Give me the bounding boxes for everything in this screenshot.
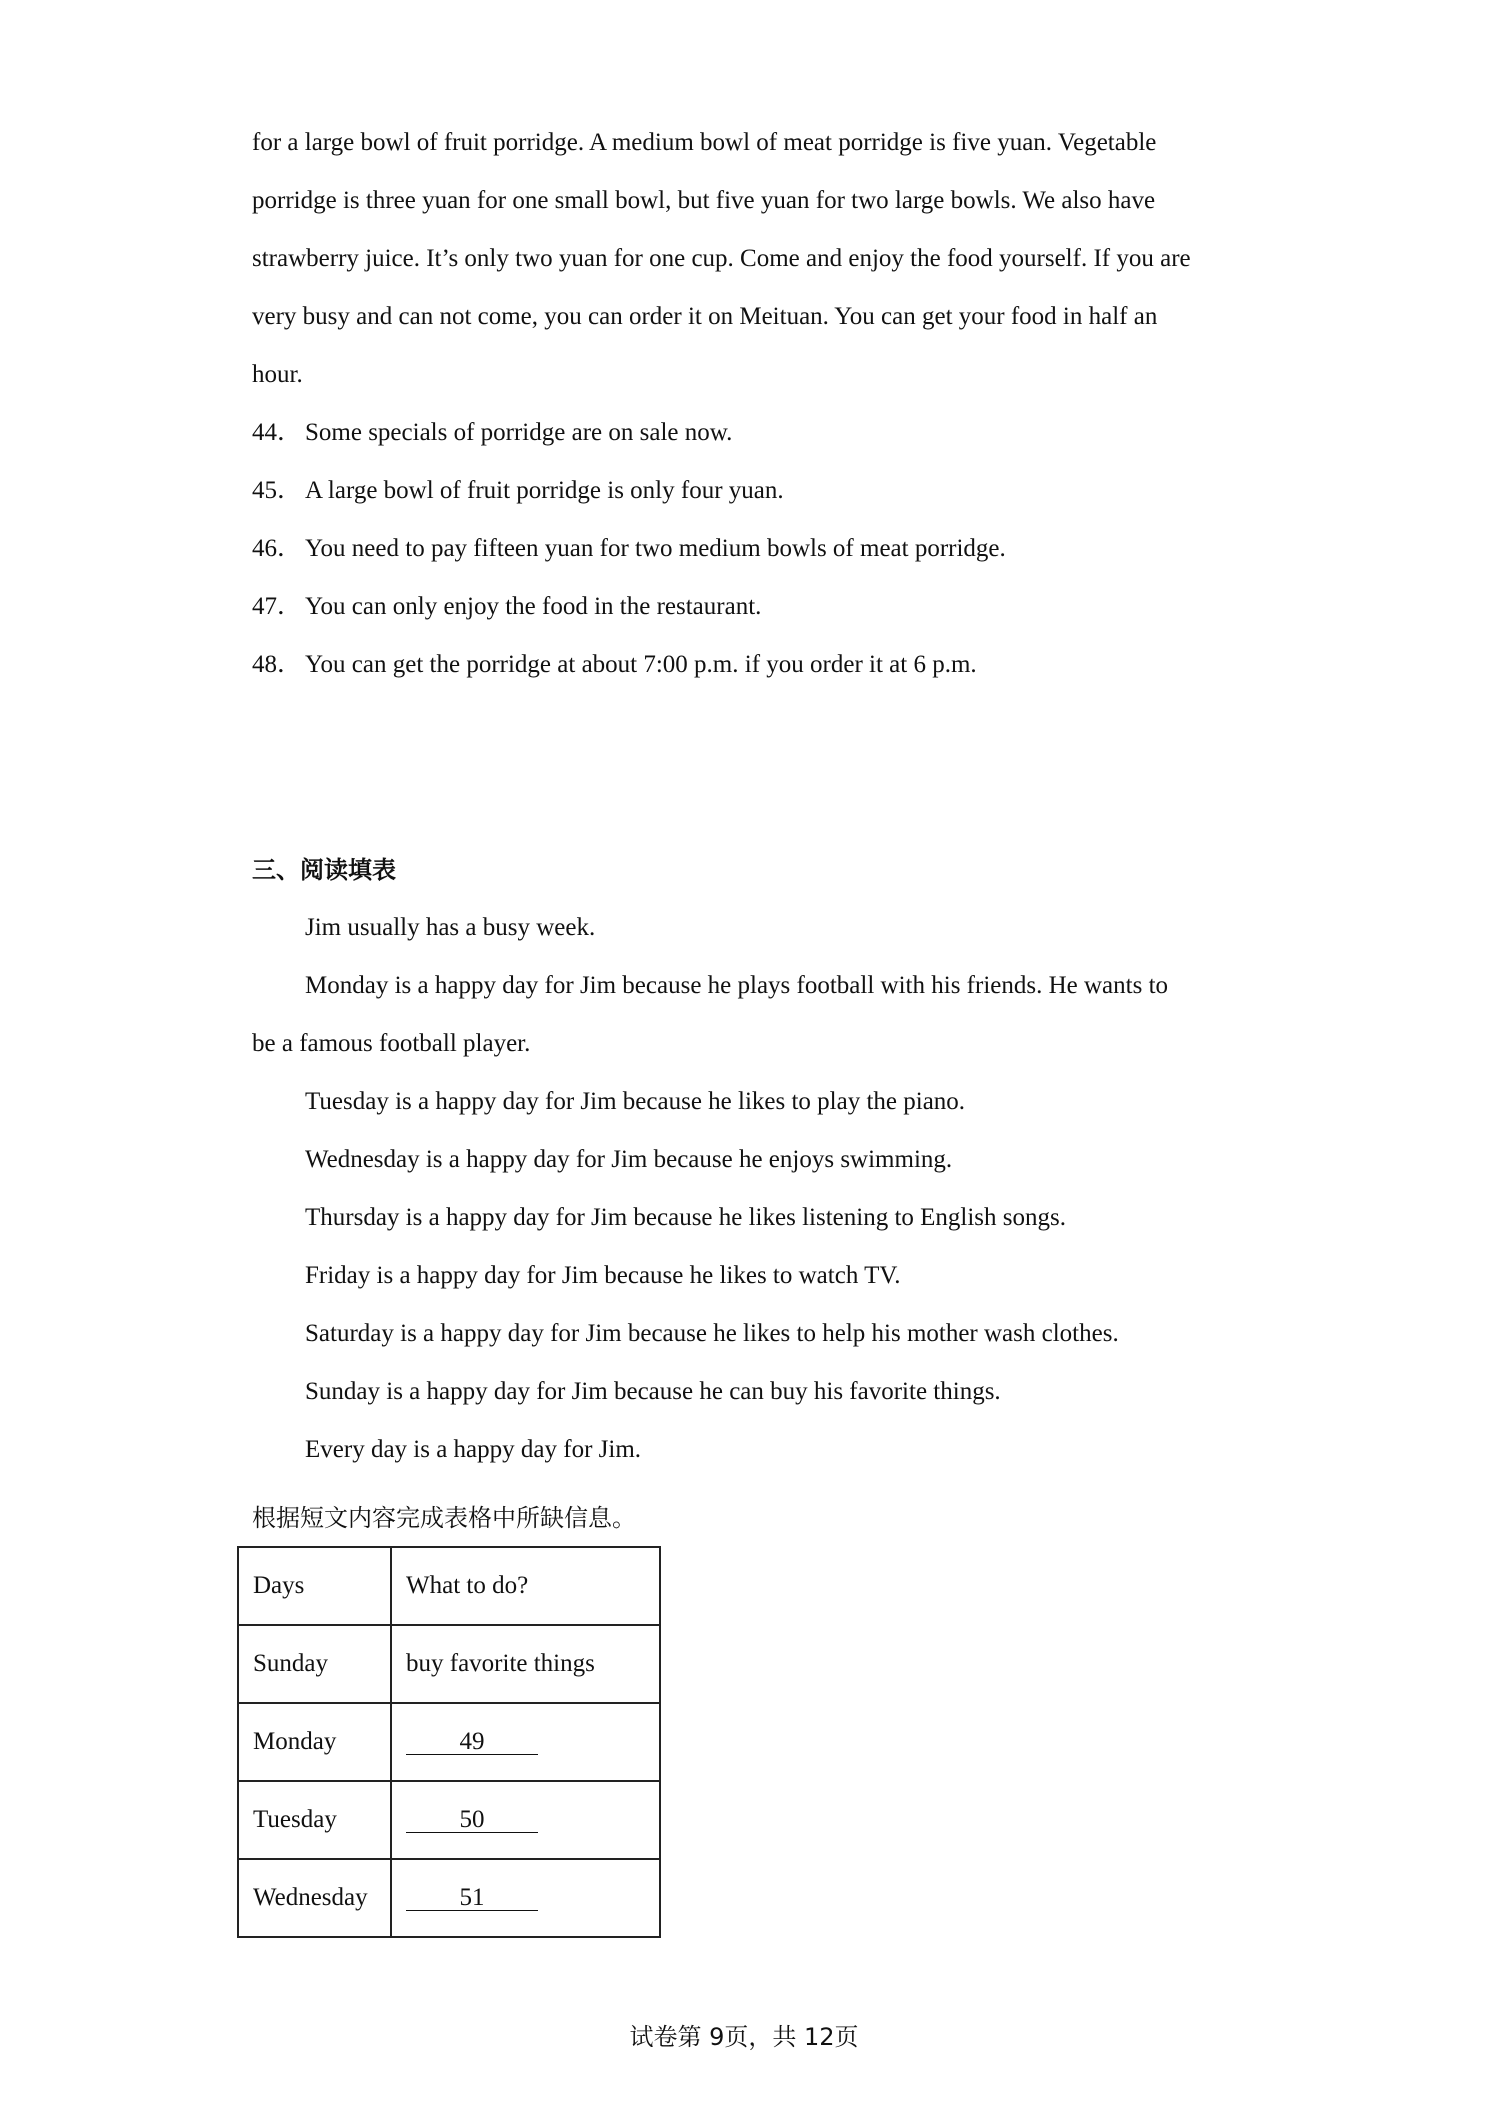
fill-in-table (237, 1546, 661, 1938)
question-text: You can only enjoy the food in the restaurant. (305, 593, 762, 620)
table-header-days: Days (238, 1547, 391, 1625)
table-cell-day: Sunday (238, 1625, 391, 1703)
table-instruction: 根据短文内容完成表格中所缺信息。 (252, 1504, 636, 1532)
reading-paragraph: Sunday is a happy day for Jim because he can buy his favorite things. (305, 1378, 1001, 1405)
passage-line: hour. (252, 361, 303, 388)
reading-paragraph: Saturday is a happy day for Jim because he likes to help his mother wash clothes. (305, 1320, 1119, 1347)
question-number: 46． (252, 535, 303, 562)
question-item (252, 592, 761, 622)
table-row (238, 1625, 660, 1703)
passage-line: for a large bowl of fruit porridge. A medium bowl of meat porridge is five yuan. Vegetable (252, 129, 1157, 156)
question-item (252, 534, 1006, 564)
table-cell-what: buy favorite things (391, 1625, 660, 1703)
passage-line: porridge is three yuan for one small bowl, but five yuan for two large bowls. We also have (252, 187, 1156, 214)
reading-paragraph: Wednesday is a happy day for Jim because he enjoys swimming. (305, 1146, 953, 1173)
reading-paragraph: Thursday is a happy day for Jim because he likes listening to English songs. (305, 1204, 1066, 1231)
reading-paragraph: Friday is a happy day for Jim because he likes to watch TV. (305, 1262, 901, 1289)
table-cell-day: Tuesday (238, 1781, 391, 1859)
table-header-row (238, 1547, 660, 1625)
question-number: 44． (252, 419, 303, 446)
answer-blank-50[interactable]: 50 (406, 1808, 538, 1833)
question-item (252, 418, 732, 448)
table-cell-day: Monday (238, 1703, 391, 1781)
reading-paragraph: be a famous football player. (252, 1030, 531, 1057)
table-row (238, 1781, 660, 1859)
table-cell-day: Wednesday (238, 1859, 391, 1937)
question-number: 48． (252, 651, 303, 678)
question-item (252, 476, 784, 506)
table-cell-what (391, 1859, 660, 1937)
answer-blank-49[interactable]: 49 (406, 1730, 538, 1755)
reading-paragraph: Jim usually has a busy week. (305, 914, 596, 941)
table-row (238, 1703, 660, 1781)
question-text: A large bowl of fruit porridge is only four yuan. (305, 477, 784, 504)
section-title: 三、阅读填表 (252, 856, 396, 884)
answer-blank-51[interactable]: 51 (406, 1886, 538, 1911)
table-header-what: What to do? (391, 1547, 660, 1625)
table-cell-what (391, 1781, 660, 1859)
table-row (238, 1859, 660, 1937)
reading-paragraph: Monday is a happy day for Jim because he plays football with his friends. He wants to (305, 972, 1169, 999)
reading-paragraph: Tuesday is a happy day for Jim because he likes to play the piano. (305, 1088, 966, 1115)
question-item (252, 650, 977, 680)
passage-line: strawberry juice. It’s only two yuan for one cup. Come and enjoy the food yourself. If you are (252, 245, 1191, 272)
page-footer: 试卷第 9页，共 12页 (629, 2023, 859, 2051)
question-number: 45． (252, 477, 303, 504)
question-text: Some specials of porridge are on sale now. (305, 419, 733, 446)
passage-line: very busy and can not come, you can order it on Meituan. You can get your food in half an (252, 303, 1158, 330)
question-number: 47． (252, 593, 303, 620)
table-cell-what (391, 1703, 660, 1781)
reading-paragraph: Every day is a happy day for Jim. (305, 1436, 642, 1463)
question-text: You need to pay fifteen yuan for two medium bowls of meat porridge. (305, 535, 1006, 562)
question-text: You can get the porridge at about 7:00 p.m. if you order it at 6 p.m. (305, 651, 977, 678)
